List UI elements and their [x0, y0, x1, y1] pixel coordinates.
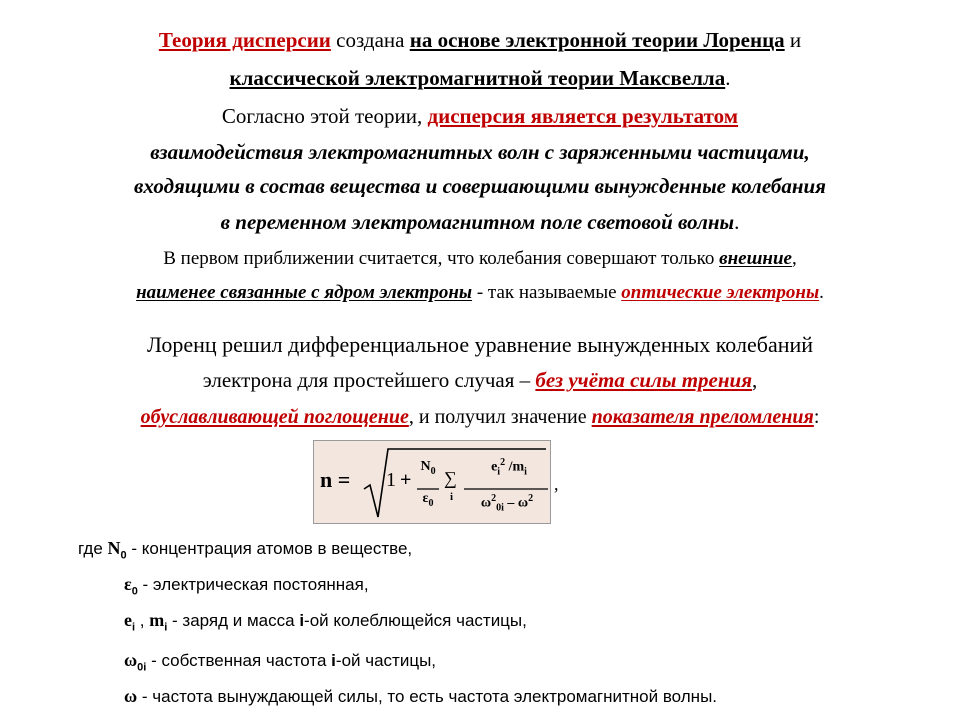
legend-omega: ω - частота вынуждающей силы, то есть частота электромагнитной волны.: [124, 686, 718, 706]
term-least-bound: наименее связанные с ядром электроны: [136, 282, 473, 303]
p3-line-3: обуславливающей поглощение, и получил значение показателя преломления:: [140, 406, 820, 428]
legend-n0: где $N_0$ - концентрация атомов в веществе,: [78, 538, 413, 562]
p1-line-2: классической электромагнитной теории Максвелла.: [229, 66, 731, 90]
legend-eps0: $\varepsilon_0$ - электрическая постоянная,: [124, 574, 369, 598]
legend-omega0: $\omega_{0i}$ - собственная частота i-ой частицы,: [124, 650, 437, 674]
formula-n0: $N_0$: [420, 459, 436, 477]
term-lorentz-theory: на основе электронной теории Лоренца: [409, 28, 785, 52]
formula-eps0: $\varepsilon_0$: [422, 491, 434, 509]
p1-line-1: Теория дисперсии создана на основе электронной теории Лоренца и: [158, 28, 802, 52]
sum-icon: ∑: [444, 468, 457, 488]
p3-line-1: Лоренц решил дифференциальное уравнение вынужденных колебаний: [146, 332, 814, 357]
term-refractive-index: показателя преломления: [591, 406, 814, 428]
p1-line-4: взаимодействия электромагнитных волн с заряженными частицами,: [150, 140, 810, 164]
p3-line-2: электрона для простейшего случая – без учёта силы трения,: [202, 368, 758, 392]
formula-numerator: $e_i^2$ $/m_i$: [491, 457, 527, 478]
legend-charge-mass: $e_i$ , $m_i$ - заряд и масса i-ой колеблющейся частицы,: [124, 610, 527, 634]
p1-line-6: в переменном электромагнитном поле световой волны.: [220, 210, 740, 234]
term-optical-electrons: оптические электроны: [621, 282, 820, 303]
term-absorption: обуславливающей поглощение: [140, 406, 409, 428]
p2-line-1: В первом приближении считается, что колебания совершают только внешние,: [163, 248, 797, 269]
p1-line-5: входящими в состав вещества и совершающими вынужденные колебания: [133, 174, 826, 198]
term-maxwell-theory: классической электромагнитной теории Максвелла: [229, 66, 726, 90]
term-no-friction: без учёта силы трения: [535, 368, 753, 392]
p2-line-2: наименее связанные с ядром электроны - так называемые оптические электроны.: [136, 282, 824, 303]
formula-comma: ,: [554, 474, 559, 494]
p1-line-3: Согласно этой теории, дисперсия является результатом: [221, 104, 739, 128]
refractive-index-formula: n = 1 + $N_0$ $\varepsilon_0$ ∑ i $e_i^2$ $/m_i$ $\omega^2_{0i} - \omega^2$: [313, 440, 551, 524]
term-outer: внешние: [719, 248, 792, 269]
term-dispersion-result: дисперсия является результатом: [427, 104, 739, 128]
formula-lhs: n =: [320, 467, 351, 492]
term-dispersion-theory: Теория дисперсии: [158, 28, 331, 52]
formula-denominator: $\omega^2_{0i} - \omega^2$: [480, 493, 534, 514]
